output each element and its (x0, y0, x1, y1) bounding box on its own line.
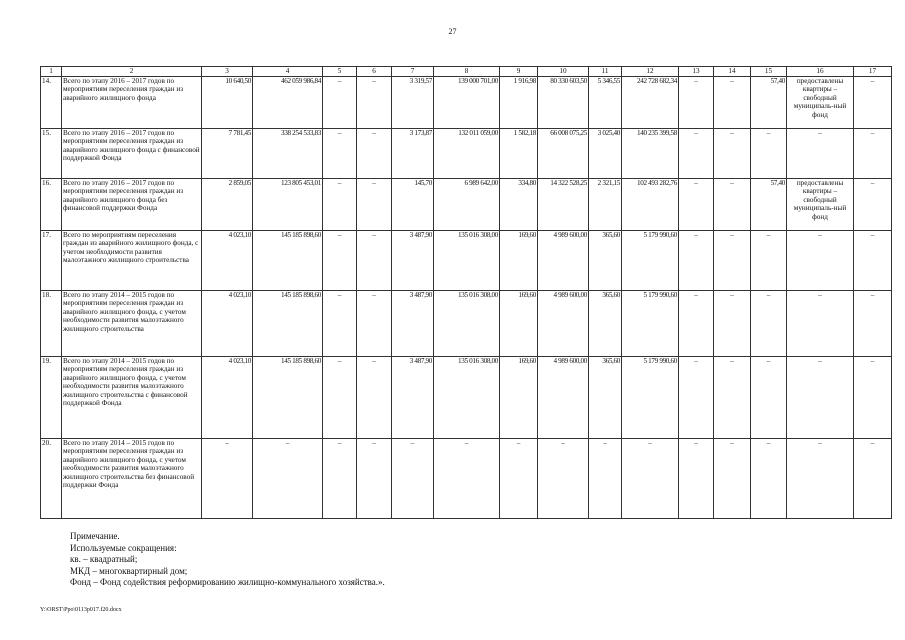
value-cell: 10 640,50 (202, 77, 253, 129)
row-number-cell: 14. (41, 77, 62, 129)
value-cell: 145 185 898,60 (253, 357, 323, 439)
value-cell: 145 185 898,60 (253, 291, 323, 357)
value-cell: – (854, 77, 892, 129)
note-block (70, 531, 385, 589)
value-cell: 4 023,10 (202, 291, 253, 357)
value-cell: 4 023,10 (202, 231, 253, 291)
column-number-cell: 16 (787, 67, 854, 77)
value-cell: 4 989 600,00 (538, 357, 589, 439)
value-cell: – (538, 439, 589, 519)
value-cell: – (679, 291, 714, 357)
data-table (40, 66, 892, 519)
value-cell: 135 016 308,00 (434, 357, 500, 439)
value-cell: 1 582,18 (500, 129, 538, 179)
column-number-cell: 5 (323, 67, 357, 77)
row-number-cell: 19. (41, 357, 62, 439)
value-cell: 6 989 642,00 (434, 179, 500, 231)
value-cell: – (854, 129, 892, 179)
value-cell: 145 185 898,60 (253, 231, 323, 291)
value-cell: 2 859,05 (202, 179, 253, 231)
value-cell: 135 016 308,00 (434, 291, 500, 357)
value-cell: – (357, 231, 392, 291)
value-cell: 3 487,90 (392, 291, 434, 357)
value-cell: 4 989 600,00 (538, 291, 589, 357)
row-number-cell: 16. (41, 179, 62, 231)
column-number-cell: 15 (751, 67, 787, 77)
value-cell: – (357, 77, 392, 129)
value-cell: 365,60 (589, 231, 622, 291)
table-row (41, 129, 892, 179)
table-row (41, 291, 892, 357)
value-cell: 5 179 990,60 (622, 291, 679, 357)
value-cell: 102 493 282,76 (622, 179, 679, 231)
table-row (41, 77, 892, 129)
value-cell: 3 173,87 (392, 129, 434, 179)
column-number-cell: 2 (62, 67, 202, 77)
value-cell: – (253, 439, 323, 519)
column-number-cell: 9 (500, 67, 538, 77)
value-cell: 4 023,10 (202, 357, 253, 439)
row-number-cell: 15. (41, 129, 62, 179)
value-cell: – (751, 357, 787, 439)
value-cell: – (679, 129, 714, 179)
value-cell: предоставлены квартиры – свободный муниципаль-ный фонд (787, 179, 854, 231)
value-cell: – (357, 439, 392, 519)
value-cell: 5 346,55 (589, 77, 622, 129)
value-cell: – (854, 357, 892, 439)
value-cell: – (679, 179, 714, 231)
value-cell: 4 989 600,00 (538, 231, 589, 291)
value-cell: 135 016 308,00 (434, 231, 500, 291)
value-cell: – (854, 179, 892, 231)
value-cell: – (202, 439, 253, 519)
value-cell: 334,80 (500, 179, 538, 231)
column-number-cell: 4 (253, 67, 323, 77)
table-row (41, 357, 892, 439)
value-cell: – (679, 77, 714, 129)
value-cell: – (854, 291, 892, 357)
value-cell: 80 330 603,50 (538, 77, 589, 129)
value-cell: 365,60 (589, 291, 622, 357)
value-cell: 3 025,40 (589, 129, 622, 179)
value-cell: – (787, 291, 854, 357)
value-cell: – (323, 291, 357, 357)
value-cell: 3 319,57 (392, 77, 434, 129)
row-name-cell: Всего по мероприятиям переселения граждан из аварийного жилищного фонда, с учетом необходимости развития малоэтажного жилищного строительства (62, 231, 202, 291)
row-name-cell: Всего по этапу 2014 – 2015 годов по мероприятиям переселения граждан из аварийного жилищного фонда, с учетом необходимости развития малоэтажного жилищного строительства (62, 291, 202, 357)
column-number-cell: 6 (357, 67, 392, 77)
value-cell: – (714, 129, 751, 179)
footer-file-path: Y:\ORST\Ppo\0113p017.f20.docx (40, 607, 122, 613)
table-row (41, 231, 892, 291)
value-cell: 57,40 (751, 77, 787, 129)
value-cell: – (357, 179, 392, 231)
value-cell: – (714, 291, 751, 357)
column-number-cell: 3 (202, 67, 253, 77)
note-line: МКД – многоквартирный дом; (70, 565, 188, 576)
row-name-cell: Всего по этапу 2016 – 2017 годов по мероприятиям переселения граждан из аварийного жилищного фонда без финансовой поддержки Фонда (62, 179, 202, 231)
value-cell: – (679, 231, 714, 291)
value-cell: 3 487,90 (392, 231, 434, 291)
value-cell: – (751, 291, 787, 357)
value-cell: 7 781,45 (202, 129, 253, 179)
value-cell: 132 011 059,00 (434, 129, 500, 179)
value-cell: – (500, 439, 538, 519)
value-cell: – (679, 439, 714, 519)
column-number-cell: 14 (714, 67, 751, 77)
value-cell: – (323, 179, 357, 231)
column-number-cell: 8 (434, 67, 500, 77)
value-cell: – (323, 357, 357, 439)
column-number-cell: 11 (589, 67, 622, 77)
value-cell: – (357, 357, 392, 439)
value-cell: 462 059 986,84 (253, 77, 323, 129)
value-cell: – (714, 357, 751, 439)
value-cell: – (434, 439, 500, 519)
column-number-cell: 10 (538, 67, 589, 77)
column-number-cell: 13 (679, 67, 714, 77)
value-cell: предоставлены квартиры – свободный муниципаль-ный фонд (787, 77, 854, 129)
value-cell: – (679, 357, 714, 439)
row-name-cell: Всего по этапу 2016 – 2017 годов по мероприятиям переселения граждан из аварийного жилищного фонда (62, 77, 202, 129)
note-title: Примечание. (70, 531, 120, 541)
value-cell: – (392, 439, 434, 519)
value-cell: – (787, 439, 854, 519)
value-cell: – (714, 231, 751, 291)
page-number: 27 (448, 27, 457, 36)
row-name-cell: Всего по этапу 2014 – 2015 годов по мероприятиям переселения граждан из аварийного жилищного фонда, с учетом необходимости развития малоэтажного жилищного строительства с финансовой поддержкой Фонда (62, 357, 202, 439)
value-cell: – (714, 439, 751, 519)
row-name-cell: Всего по этапу 2014 – 2015 годов по мероприятиям переселения граждан из аварийного жилищного фонда, с учетом необходимости развития малоэтажного жилищного строительства без финансовой поддержки Фонда (62, 439, 202, 519)
value-cell: – (622, 439, 679, 519)
value-cell: 242 728 682,34 (622, 77, 679, 129)
value-cell: – (854, 231, 892, 291)
value-cell: 123 805 453,01 (253, 179, 323, 231)
column-number-cell: 17 (854, 67, 892, 77)
value-cell: – (787, 129, 854, 179)
value-cell: 66 008 075,25 (538, 129, 589, 179)
value-cell: 1 916,98 (500, 77, 538, 129)
value-cell: – (589, 439, 622, 519)
value-cell: 145,70 (392, 179, 434, 231)
note-line: Используемые сокращения: (70, 542, 177, 553)
value-cell: 338 254 533,83 (253, 129, 323, 179)
value-cell: – (323, 77, 357, 129)
value-cell: – (751, 439, 787, 519)
value-cell: – (323, 439, 357, 519)
value-cell: 5 179 990,60 (622, 231, 679, 291)
column-number-cell: 1 (41, 67, 62, 77)
row-name-cell: Всего по этапу 2016 – 2017 годов по мероприятиям переселения граждан из аварийного жилищного фонда с финансовой поддержкой Фонда (62, 129, 202, 179)
value-cell: – (323, 231, 357, 291)
value-cell: – (787, 357, 854, 439)
value-cell: 169,60 (500, 357, 538, 439)
row-number-cell: 18. (41, 291, 62, 357)
value-cell: – (787, 231, 854, 291)
value-cell: 3 487,90 (392, 357, 434, 439)
value-cell: 365,60 (589, 357, 622, 439)
value-cell: 57,40 (751, 179, 787, 231)
note-line: Фонд – Фонд содействия реформированию жилищно-коммунального хозяйства.». (70, 577, 385, 588)
note-line: кв. – квадратный; (70, 554, 138, 565)
value-cell: – (357, 291, 392, 357)
value-cell: – (714, 77, 751, 129)
value-cell: – (751, 129, 787, 179)
table-body (41, 67, 892, 519)
value-cell: 2 321,15 (589, 179, 622, 231)
row-number-cell: 20. (41, 439, 62, 519)
value-cell: 169,60 (500, 291, 538, 357)
column-number-cell: 12 (622, 67, 679, 77)
value-cell: – (854, 439, 892, 519)
value-cell: – (323, 129, 357, 179)
value-cell: 169,60 (500, 231, 538, 291)
value-cell: 5 179 990,60 (622, 357, 679, 439)
column-number-header-row (41, 67, 892, 77)
value-cell: – (751, 231, 787, 291)
value-cell: 14 322 528,25 (538, 179, 589, 231)
value-cell: 139 000 701,00 (434, 77, 500, 129)
value-cell: – (714, 179, 751, 231)
value-cell: – (357, 129, 392, 179)
column-number-cell: 7 (392, 67, 434, 77)
value-cell: 140 235 399,58 (622, 129, 679, 179)
table-row (41, 439, 892, 519)
row-number-cell: 17. (41, 231, 62, 291)
table-row (41, 179, 892, 231)
